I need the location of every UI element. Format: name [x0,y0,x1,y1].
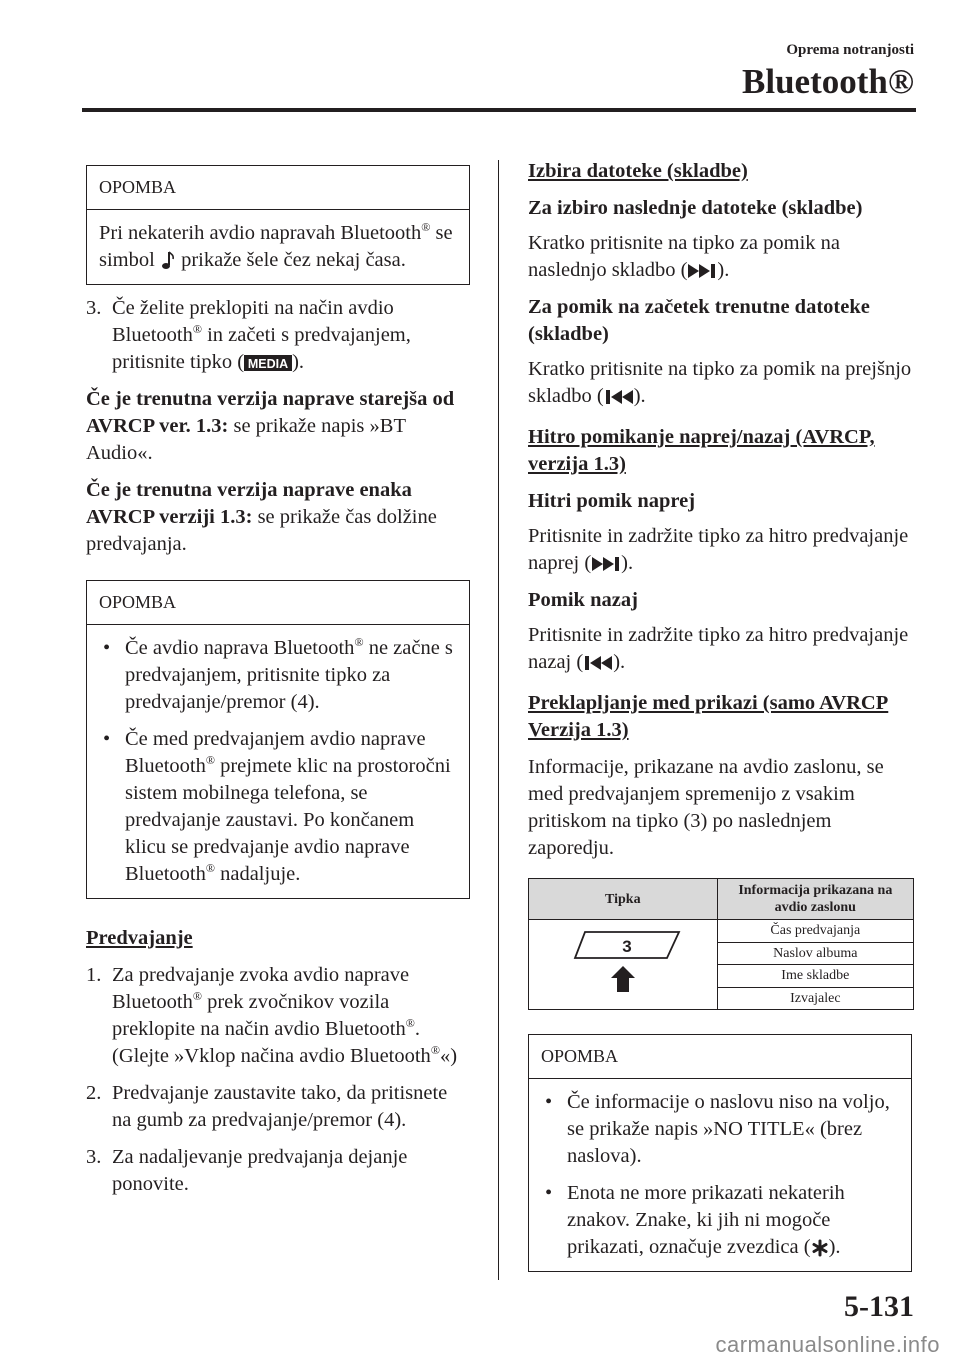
note-text: Pri nekaterih avdio napravah Bluetooth [99,222,422,244]
body-text: ). [633,385,646,407]
svg-text:MEDIA: MEDIA [247,357,289,372]
music-note-icon [160,250,176,272]
note-text: prejmete klic na prostoročni sistem mobilnega telefona, se predvajanje zaustavi. Po končanem klicu se predvajanje avdio naprave Bluetooth [125,755,451,885]
note-heading: OPOMBA [87,166,469,210]
step-3 [86,295,470,376]
bullet: • [103,728,111,750]
note-box [86,165,470,285]
note-box [528,1034,912,1272]
registered-mark: ® [205,861,215,876]
table-row: Ime skladbe [717,965,913,988]
note-bullet-item [541,1180,899,1261]
body-text: ). [717,259,730,281]
note-heading: OPOMBA [87,581,469,625]
note-text: Če avdio naprava Bluetooth [125,637,355,659]
subheading-file-start: Za pomik na začetek trenutne datoteke (skladbe) [528,296,870,345]
body-text: Kratko pritisnite na tipko za pomik na prejšnjo skladbo ( [528,358,912,407]
older-version-paragraph [86,386,470,467]
step-number: 3. [86,1146,102,1168]
table-row: Čas predvajanja [717,920,913,943]
registered-mark: ® [205,753,215,768]
header-section: Oprema notranjosti [786,42,914,58]
note-text: Če informacije o naslovu niso na voljo, se prikaže napis »NO TITLE« (brez naslova). [567,1091,890,1167]
equal-version-text: se prikaže čas dolžine predvajanja. [86,506,437,555]
note-body [87,210,469,284]
note-heading: OPOMBA [529,1035,911,1079]
next-track-icon [687,262,717,280]
step-number: 2. [86,1082,102,1104]
step-text: Predvajanje zaustavite tako, da pritisnete na gumb za predvajanje/premor (4). [112,1082,448,1131]
header-rule [82,108,916,112]
page-title: Bluetooth® [742,62,914,101]
next-track-icon [591,555,621,573]
media-button-icon [244,354,292,372]
section-heading-switch-display: Preklapljanje med prikazi (samo AVRCP Verzija 1.3) [528,692,889,741]
equal-version-lead: Če je trenutna verzija naprave enaka AVRCP verziji 1.3: [86,479,412,528]
subheading-fast-forward: Hitri pomik naprej [528,490,696,512]
registered-mark: ® [421,220,431,235]
button-3-cell [529,920,718,1010]
registered-mark: ® [192,989,202,1004]
step-number: 1. [86,964,102,986]
display-info-table [528,878,914,1010]
note-body [87,625,469,898]
asterisk-icon [811,1239,829,1257]
note-text: prikaže šele čez nekaj časa. [175,249,406,271]
button-3-icon [563,922,683,1002]
step-number: 3. [86,297,102,319]
step-text: «) [439,1045,458,1067]
watermark: carmanualsonline.info [715,1332,940,1357]
older-version-lead: Če je trenutna verzija naprave starejša od AVRCP ver. 1.3: [86,388,455,437]
fast-forward-text [528,523,912,577]
step-text: Za nadaljevanje predvajanja dejanje ponovite. [112,1146,408,1195]
body-text: ). [621,552,634,574]
step-text: . (Glejte »Vklop načina avdio Bluetooth [112,1018,431,1067]
left-column [86,165,470,1208]
step-text: Za predvajanje zvoka avdio naprave Bluetooth [112,964,410,1013]
rewind-text [528,622,912,676]
registered-mark: ® [192,322,202,337]
older-version-text: se prikaže napis »BT Audio«. [86,415,406,464]
table-row: Naslov albuma [717,942,913,965]
section-heading-playback: Predvajanje [86,927,193,949]
file-start-text [528,356,912,410]
playback-step-3 [86,1144,470,1198]
note-text: Če med predvajanjem avdio naprave Bluetooth [125,728,426,777]
note-text: ). [828,1236,841,1258]
table-header-button: Tipka [529,879,718,920]
bullet: • [545,1182,553,1204]
page-number: 5-131 [844,1290,914,1323]
step-text: prek zvočnikov vozila preklopite na način avdio Bluetooth [112,991,406,1040]
note-bullet-item [99,726,457,888]
body-text: Pritisnite in zadržite tipko za hitro predvajanje nazaj ( [528,624,909,673]
previous-track-icon [604,388,634,406]
column-divider [498,160,499,1280]
note-text: se simbol [99,222,453,271]
section-heading-fast-move: Hitro pomikanje naprej/nazaj (AVRCP, verzija 1.3) [528,426,875,475]
previous-track-icon [583,654,613,672]
switch-display-text: Informacije, prikazane na avdio zaslonu, se med predvajanjem spremenijo z vsakim pritiskom na tipko (3) po naslednjem zaporedju. [528,756,884,859]
step-text: in začeti s predvajanjem, pritisnite tipko ( [112,324,411,373]
note-bullet-item [541,1089,899,1170]
button-3-label: 3 [622,937,632,956]
playback-step-1 [86,962,470,1070]
registered-mark: ® [405,1016,415,1031]
note-bullet-item [99,635,457,716]
section-heading-select-file: Izbira datoteke (skladbe) [528,160,748,182]
registered-mark: ® [430,1043,440,1058]
note-text: Enota ne more prikazati nekaterih znakov. Znake, ki jih ni mogoče prikazati, označuje zvezdica ( [567,1182,845,1258]
body-text: ). [613,651,626,673]
playback-step-2 [86,1080,470,1134]
body-text: Kratko pritisnite na tipko za pomik na naslednjo skladbo ( [528,232,840,281]
table-header-info: Informacija prikazana na avdio zaslonu [717,879,913,920]
subheading-next-file: Za izbiro naslednje datoteke (skladbe) [528,197,863,219]
note-text: ne začne s predvajanjem, pritisnite tipko za predvajanje/premor (4). [125,637,453,713]
note-body [529,1079,911,1271]
step-text: ). [292,351,305,373]
next-file-text [528,230,912,284]
registered-mark: ® [354,635,364,650]
note-box [86,580,470,899]
right-column [528,158,912,1282]
step-text: Če želite preklopiti na način avdio Bluetooth [112,297,394,346]
bullet: • [545,1091,553,1113]
body-text: Pritisnite in zadržite tipko za hitro predvajanje naprej ( [528,525,909,574]
table-row: Izvajalec [717,987,913,1010]
equal-version-paragraph [86,477,470,558]
note-text: nadaljuje. [214,863,301,885]
subheading-rewind: Pomik nazaj [528,589,638,611]
bullet: • [103,637,111,659]
